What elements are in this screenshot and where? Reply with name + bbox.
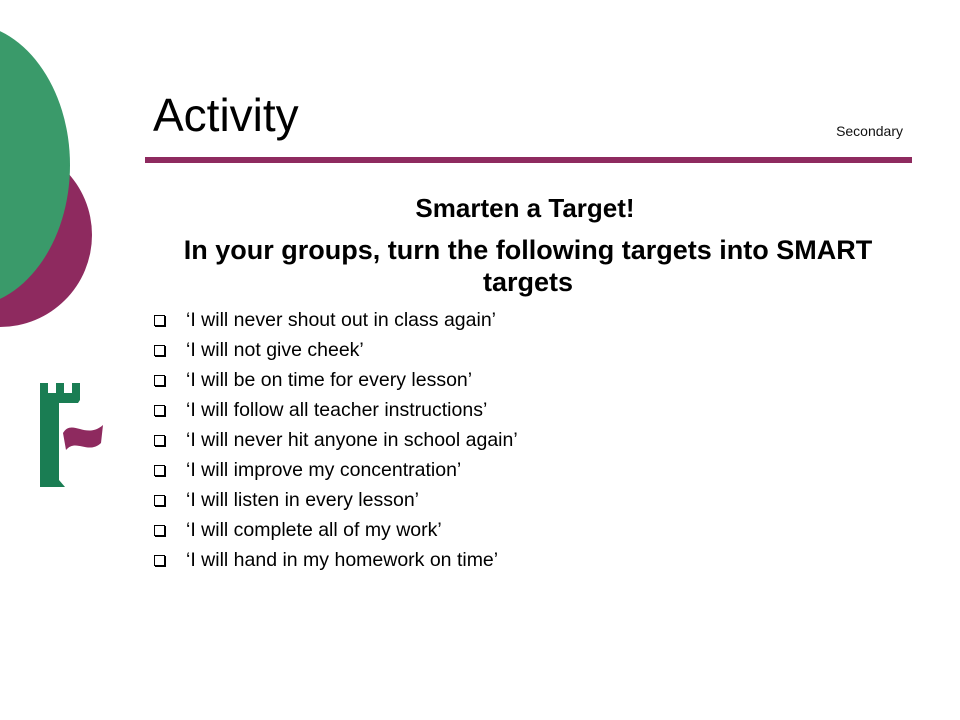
list-item: [154, 395, 518, 425]
title-divider: [145, 157, 912, 163]
square-bullet-icon: [154, 375, 165, 386]
targets-list: [154, 305, 518, 575]
list-item: [154, 515, 518, 545]
activity-heading: Smarten a Target!: [415, 193, 635, 223]
square-bullet-icon: [154, 555, 165, 566]
target-text: ‘I will improve my concentration’: [186, 459, 462, 481]
target-text: ‘I will follow all teacher instructions’: [186, 399, 488, 421]
target-text: ‘I will never shout out in class again’: [186, 309, 496, 331]
square-bullet-icon: [154, 495, 165, 506]
list-item: [154, 485, 518, 515]
list-item: [154, 425, 518, 455]
square-bullet-icon: [154, 345, 165, 356]
square-bullet-icon: [154, 315, 165, 326]
square-bullet-icon: [154, 435, 165, 446]
target-text: ‘I will be on time for every lesson’: [186, 369, 473, 391]
slide-title: Activity: [153, 89, 299, 141]
list-item: [154, 545, 518, 575]
slide-subtitle: Secondary: [836, 123, 903, 139]
logo-swoosh: [63, 425, 103, 450]
target-text: ‘I will hand in my homework on time’: [186, 549, 499, 571]
activity-instruction: In your groups, turn the following targets into SMART targets: [183, 235, 873, 297]
target-text: ‘I will not give cheek’: [186, 339, 364, 361]
square-bullet-icon: [154, 465, 165, 476]
square-bullet-icon: [154, 525, 165, 536]
target-text: ‘I will never hit anyone in school again’: [186, 429, 518, 451]
list-item: [154, 335, 518, 365]
list-item: [154, 455, 518, 485]
target-text: ‘I will complete all of my work’: [186, 519, 442, 541]
list-item: [154, 365, 518, 395]
square-bullet-icon: [154, 405, 165, 416]
target-text: ‘I will listen in every lesson’: [186, 489, 420, 511]
list-item: [154, 305, 518, 335]
decorative-circles: [0, 0, 130, 720]
